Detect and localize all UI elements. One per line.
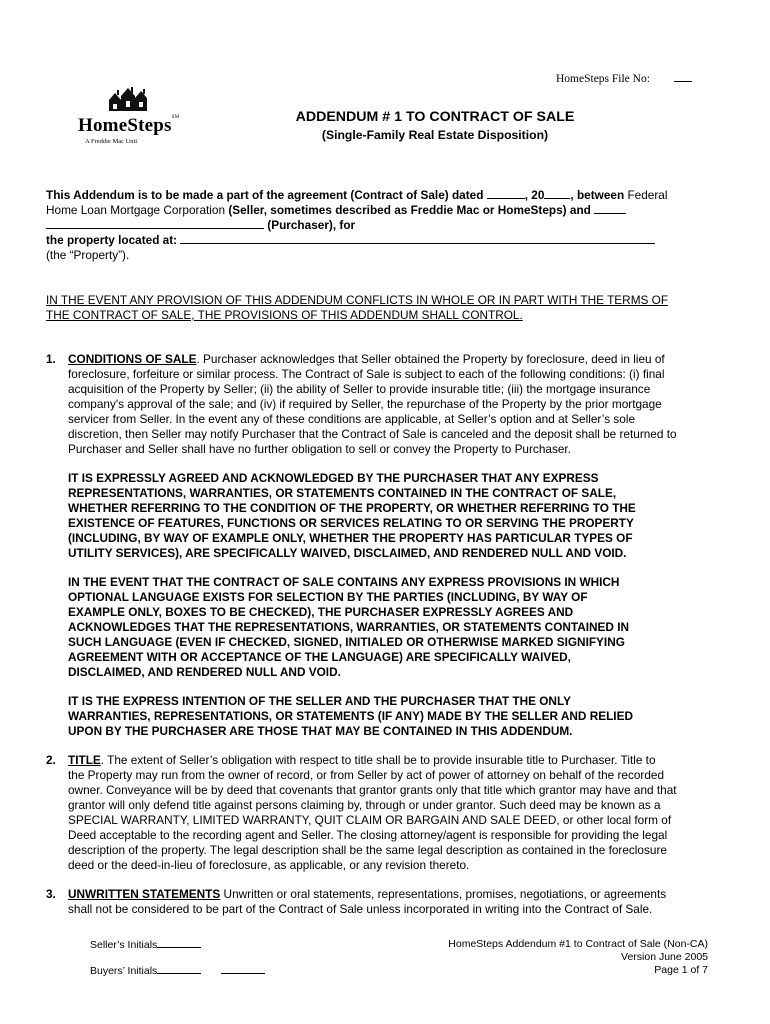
file-number-blank (674, 72, 692, 82)
disclaimer-line: IT IS EXPRESSLY AGREED AND ACKNOWLEDGED BY THE PURCHASER THAT ANY EXPRESS (68, 471, 599, 485)
section-line: Deed acceptable to the recording agent and Seller. The closing attorney/agent is responsible for providing the legal (68, 828, 668, 842)
disclaimer-line: IN THE EVENT THAT THE CONTRACT OF SALE CONTAINS ANY EXPRESS PROVISIONS IN WHICH (68, 575, 620, 589)
logo-name-text: HomeSteps (78, 115, 172, 136)
section-line: grantor will only defend title against persons claiming by, through or under grantor. Such deed may be known as a (68, 798, 661, 812)
intro-line-4 (46, 233, 655, 248)
section-number: 1. (46, 352, 56, 366)
file-number (556, 72, 692, 85)
footer-version: Version June 2005 (621, 951, 708, 963)
disclaimer-line: EXAMPLE ONLY, BOXES TO BE CHECKED), THE PURCHASER EXPRESSLY AGREES AND (68, 605, 574, 619)
date-blank (487, 188, 525, 199)
houses-icon (108, 86, 148, 114)
section-line: description of the property. The legal description shall be the same legal description as contained in the foreclosure (68, 843, 667, 857)
purchaser-blank-2 (46, 218, 264, 229)
section-heading: TITLE (68, 753, 101, 767)
disclaimer-line: REPRESENTATIONS, WARRANTIES, OR STATEMENTS CONTAINED IN THE CONTRACT OF SALE, (68, 486, 617, 500)
section-first-line (68, 352, 665, 367)
footer-page-number: Page 1 of 7 (654, 964, 708, 976)
document-footer-info (380, 938, 708, 977)
disclaimer-line: IT IS THE EXPRESS INTENTION OF THE SELLER AND THE PURCHASER THAT THE ONLY (68, 694, 571, 708)
homesteps-logo (76, 86, 186, 150)
conflict-line: IN THE EVENT ANY PROVISION OF THIS ADDENDUM CONFLICTS IN WHOLE OR IN PART WITH THE TERMS OF (46, 293, 669, 307)
purchaser-blank-1 (594, 203, 626, 214)
document-title: ADDENDUM # 1 TO CONTRACT OF SALE (295, 109, 575, 125)
logo-wordmark (78, 115, 179, 137)
seller-name: Home Loan Mortgage Corporation (46, 203, 226, 217)
section-heading: UNWRITTEN STATEMENTS (68, 887, 221, 901)
footer-doc-name: HomeSteps Addendum #1 to Contract of Sale (Non-CA) (448, 938, 708, 950)
section-number: 3. (46, 887, 56, 901)
seller-initials-blank (157, 938, 201, 948)
disclaimer-line: DISCLAIMED, AND RENDERED NULL AND VOID. (68, 665, 341, 679)
section-line: the Property may run from the owner of record, or from Seller by act of power of attorney on behalf of the recorded (68, 768, 665, 782)
logo-tm: SM (171, 115, 180, 120)
section-first-line (68, 887, 666, 902)
purchaser-label: (Purchaser), for (267, 218, 356, 232)
section-text: Unwritten or oral statements, representations, promises, negotiations, or agreements (220, 887, 667, 901)
year-blank (544, 188, 570, 199)
intro-line-2 (46, 203, 626, 218)
seller-description: (Seller, sometimes described as Freddie Mac or HomeSteps) and (228, 203, 591, 217)
conflict-line: THE CONTRACT OF SALE, THE PROVISIONS OF THIS ADDENDUM SHALL CONTROL. (46, 308, 523, 322)
section-line: servicer from Seller. In the event any of these conditions are applicable, at Seller’s option and at Seller’s sole (68, 412, 636, 426)
intro-between-text: , between (570, 188, 625, 202)
section-line: discretion, then Seller may notify Purchaser that the Contract of Sale is canceled and the deposit shall be returned to (68, 427, 677, 441)
section-line: company's approval of the sale; and (iv) if required by Seller, the repurchase of the Property by the prior mortgage (68, 397, 662, 411)
buyers-initials-label: Buyers’ Initials (90, 965, 158, 977)
section-line: Purchaser and Seller shall have no further obligation to sell or convey the Property to Purchaser. (68, 442, 571, 456)
buyers-initials (90, 964, 265, 978)
disclaimer-line: SUCH LANGUAGE (EVEN IF CHECKED, SIGNED, INITIALED OR OTHERWISE MARKED SIGNIFYING (68, 635, 625, 649)
document-subtitle: (Single-Family Real Estate Disposition) (321, 128, 549, 142)
section-line: acquisition of the Property by Seller; (ii) the ability of Seller to provide insurable title; (iii) the mortgage insurance (68, 382, 651, 396)
section-number: 2. (46, 753, 56, 767)
buyers-initials-blank-1 (157, 964, 201, 974)
disclaimer-line: UPON BY THE PURCHASER ARE THOSE THAT MAY BE CONTAINED IN THIS ADDENDUM. (68, 724, 573, 738)
section-first-line (68, 753, 656, 768)
intro-line-3 (46, 218, 355, 233)
disclaimer-line: WHETHER REFERRING TO THE CONDITION OF THE PROPERTY, OR WHETHER REFERRING TO THE (68, 501, 636, 515)
section-text: . The extent of Seller’s obligation with respect to title shall be to provide insurable title to Purchaser. Title to (100, 753, 656, 767)
disclaimer-line: EXISTENCE OF FEATURES, FUNCTIONS OR SERVICES RELATING TO OR SERVING THE PROPERTY (68, 516, 634, 530)
disclaimer-line: ACKNOWLEDGES THAT THE REPRESENTATIONS, WARRANTIES, OR STATEMENTS CONTAINED IN (68, 620, 630, 634)
seller-initials (90, 938, 201, 952)
file-number-label: HomeSteps File No: (556, 73, 650, 85)
buyers-initials-blank-2 (221, 964, 265, 974)
disclaimer-line: AGREEMENT WITH OR ACCEPTANCE OF THE LANGUAGE) ARE SPECIFICALLY WAIVED, (68, 650, 571, 664)
section-line: owner. Conveyance will be by deed that covenants that grantor grants only that title which grantor may have and that (68, 783, 677, 797)
intro-federal-text: Federal (627, 188, 668, 202)
section-line: foreclosure, forfeiture or similar process. The Contract of Sale is subject to each of the following conditions: (i) final (68, 367, 665, 381)
disclaimer-line: UTILITY SERVICES), ARE SPECIFICALLY WAIVED, DISCLAIMED, AND RENDERED NULL AND VOID. (68, 546, 627, 560)
intro-line-5: (the “Property”). (46, 248, 130, 262)
section-line: shall not be considered to be part of the Contract of Sale unless incorporated in writing into the Contract of Sale. (68, 902, 653, 916)
section-text: . Purchaser acknowledges that Seller obtained the Property by foreclosure, deed in lieu of (196, 352, 665, 366)
section-line: deed or the deed-in-lieu of foreclosure, as applicable, or any revision thereto. (68, 858, 470, 872)
intro-line-1 (46, 188, 667, 203)
section-line: SPECIAL WARRANTY, LIMITED WARRANTY, QUIT CLAIM OR BARGAIN AND SALE DEED, or other local form of (68, 813, 672, 827)
intro-year-text: , 20 (524, 188, 545, 202)
section-heading: CONDITIONS OF SALE (68, 352, 197, 366)
disclaimer-line: (INCLUDING, BY WAY OF EXAMPLE ONLY, WHETHER THE PROPERTY HAS PARTICULAR TYPES OF (68, 531, 633, 545)
seller-initials-label: Seller’s Initials (90, 939, 158, 951)
disclaimer-line: WARRANTIES, REPRESENTATIONS, OR STATEMENTS (IF ANY) MADE BY THE SELLER AND RELIED (68, 709, 633, 723)
logo-tagline: A Freddie Mac Unit (85, 138, 138, 145)
property-label: the property located at: (46, 233, 178, 247)
intro-text: This Addendum is to be made a part of the agreement (Contract of Sale) dated (46, 188, 484, 202)
property-address-blank (180, 233, 655, 244)
disclaimer-line: OPTIONAL LANGUAGE EXISTS FOR SELECTION BY THE PARTIES (INCLUDING, BY WAY OF (68, 590, 588, 604)
